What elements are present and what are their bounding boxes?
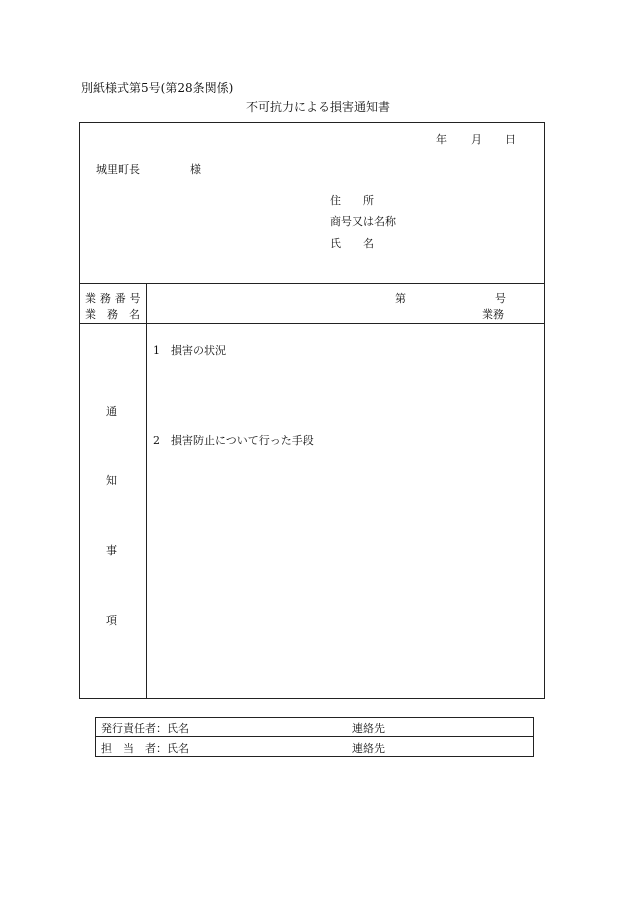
addressee-name: 城里町長 bbox=[96, 163, 140, 176]
notice-item-prevention-measures: 2 損害防止について行った手段 bbox=[153, 434, 314, 447]
notice-label-char-1: 通 bbox=[106, 405, 117, 418]
work-gyomu: 業務 bbox=[482, 308, 504, 321]
work-name-label: 業 務 名 bbox=[85, 308, 140, 321]
sender-name-label: 氏 名 bbox=[330, 237, 374, 250]
divider-address-work bbox=[79, 283, 545, 284]
date-month: 月 bbox=[471, 133, 482, 146]
divider-work-notice bbox=[79, 323, 545, 324]
issuer-contact-label: 連絡先 bbox=[352, 722, 385, 735]
notice-label-char-3: 事 bbox=[106, 544, 117, 557]
date-year: 年 bbox=[436, 133, 447, 146]
date-day: 日 bbox=[505, 133, 516, 146]
work-number-label: 業務番号 bbox=[85, 292, 145, 305]
staff-contact-label: 連絡先 bbox=[352, 742, 385, 755]
form-box bbox=[79, 122, 545, 699]
sender-address-label: 住 所 bbox=[330, 194, 374, 207]
staff-name-label: 担 当 者：氏名 bbox=[101, 742, 189, 755]
work-dai: 第 bbox=[395, 292, 406, 305]
notice-label-char-4: 項 bbox=[106, 614, 117, 627]
divider-label-column bbox=[146, 283, 147, 699]
page-title: 不可抗力による損害通知書 bbox=[246, 100, 391, 114]
notice-label-char-2: 知 bbox=[106, 474, 117, 487]
form-id: 別紙様式第5号(第28条関係) bbox=[81, 81, 234, 95]
work-go: 号 bbox=[495, 292, 506, 305]
notice-item-damage-status: 1 損害の状況 bbox=[153, 344, 226, 357]
issuer-name-label: 発行責任者：氏名 bbox=[101, 722, 189, 735]
contact-table-divider bbox=[95, 736, 534, 737]
addressee-honorific: 様 bbox=[190, 163, 201, 176]
sender-company-label: 商号又は名称 bbox=[330, 215, 396, 228]
